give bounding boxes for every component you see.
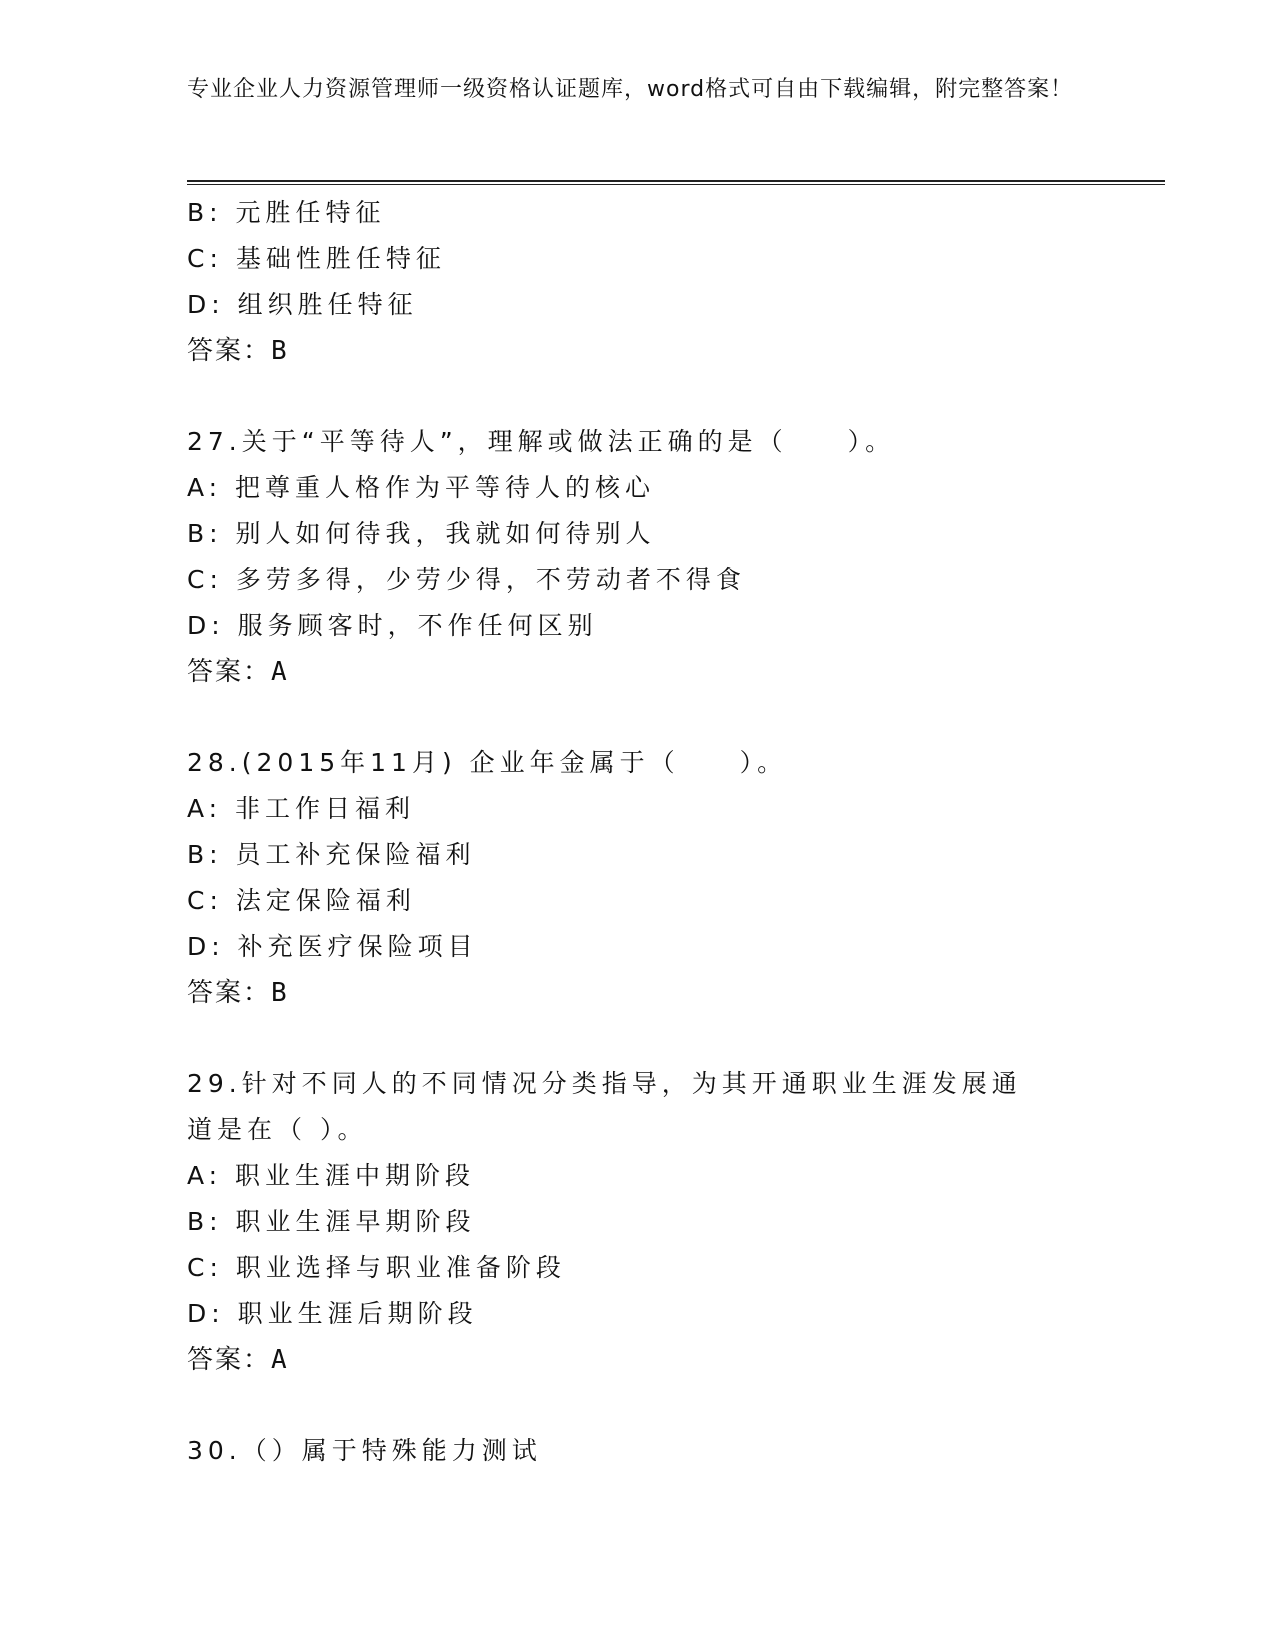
option-d <box>187 603 1167 649</box>
option-a <box>187 1153 1167 1199</box>
option-text: 把尊重人格作为平等待人的核心 <box>235 473 656 502</box>
option-d <box>187 282 1167 328</box>
option-text: 别人如何待我，我就如何待别人 <box>235 519 656 548</box>
option-text: 非工作日福利 <box>235 794 416 823</box>
answer-line <box>187 328 1167 374</box>
question-27 <box>187 419 1167 695</box>
answer-line <box>187 649 1167 695</box>
option-text: 职业生涯后期阶段 <box>237 1299 478 1328</box>
option-key: A: <box>187 473 223 502</box>
option-c <box>187 878 1167 924</box>
option-b <box>187 190 1167 236</box>
option-c <box>187 1245 1167 1291</box>
option-key: A: <box>187 1161 223 1190</box>
question-list <box>187 190 1167 1474</box>
option-key: D: <box>187 290 225 319</box>
header-divider-thin <box>187 184 1165 185</box>
question-30 <box>187 1428 1167 1474</box>
question-stem: 30.（）属于特殊能力测试 <box>187 1436 542 1465</box>
option-key: B: <box>187 198 223 227</box>
option-key: C: <box>187 1253 223 1282</box>
option-text: 组织胜任特征 <box>237 290 418 319</box>
option-key: D: <box>187 1299 225 1328</box>
question-29 <box>187 1061 1167 1383</box>
answer-label: 答案： <box>187 336 272 366</box>
option-text: 补充医疗保险项目 <box>237 932 478 961</box>
option-b <box>187 1199 1167 1245</box>
option-b <box>187 832 1167 878</box>
option-text: 法定保险福利 <box>235 886 416 915</box>
option-text: 职业生涯早期阶段 <box>235 1207 476 1236</box>
option-key: C: <box>187 886 223 915</box>
answer-value: B <box>271 336 289 366</box>
option-key: A: <box>187 794 223 823</box>
option-text: 员工补充保险福利 <box>235 840 476 869</box>
option-text: 元胜任特征 <box>235 198 386 227</box>
option-key: D: <box>187 932 225 961</box>
option-text: 多劳多得，少劳少得，不劳动者不得食 <box>235 565 746 594</box>
option-key: B: <box>187 519 223 548</box>
option-c <box>187 236 1167 282</box>
question-stem: 27.关于“平等待人”，理解或做法正确的是（ ）。 <box>187 427 896 456</box>
page-header: 专业企业人力资源管理师一级资格认证题库，word格式可自由下载编辑，附完整答案！ <box>187 77 1074 102</box>
option-key: D: <box>187 611 225 640</box>
option-key: B: <box>187 1207 223 1236</box>
answer-label: 答案： <box>187 657 272 687</box>
answer-value: A <box>271 657 289 687</box>
option-c <box>187 557 1167 603</box>
question-stem: 28.(2015年11月) 企业年金属于（ ）。 <box>187 748 788 777</box>
option-a <box>187 786 1167 832</box>
question-carryover <box>187 190 1167 374</box>
question-28 <box>187 740 1167 1016</box>
option-text: 职业生涯中期阶段 <box>235 1161 476 1190</box>
answer-line <box>187 1337 1167 1383</box>
option-key: C: <box>187 565 223 594</box>
header-divider-thick <box>187 180 1165 182</box>
answer-label: 答案： <box>187 1345 272 1375</box>
option-key: B: <box>187 840 223 869</box>
option-text: 服务顾客时，不作任何区别 <box>237 611 598 640</box>
question-stem: 29.针对不同人的不同情况分类指导，为其开通职业生涯发展通道是在（ ）。 <box>187 1069 1022 1144</box>
option-d <box>187 924 1167 970</box>
option-b <box>187 511 1167 557</box>
answer-value: A <box>271 1345 289 1375</box>
answer-value: B <box>271 978 289 1008</box>
option-text: 职业选择与职业准备阶段 <box>235 1253 566 1282</box>
option-key: C: <box>187 244 223 273</box>
option-text: 基础性胜任特征 <box>235 244 446 273</box>
answer-label: 答案： <box>187 978 272 1008</box>
option-a <box>187 465 1167 511</box>
option-d <box>187 1291 1167 1337</box>
answer-line <box>187 970 1167 1016</box>
